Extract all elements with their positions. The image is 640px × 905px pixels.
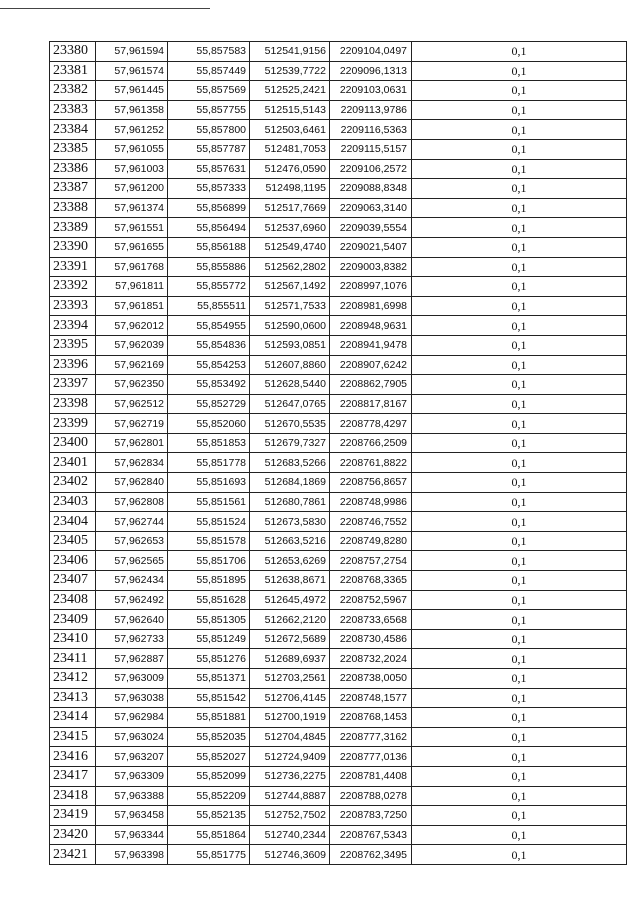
value-cell: 0,1: [412, 473, 627, 493]
table-row: [50, 139, 627, 159]
y-coordinate-cell: 2208781,4408: [330, 766, 412, 786]
x-coordinate-cell: 512740,2344: [250, 825, 330, 845]
x-coordinate-cell: 512571,7533: [250, 296, 330, 316]
table-row: [50, 806, 627, 826]
longitude-cell: 55,852060: [168, 414, 250, 434]
latitude-cell: 57,962512: [96, 394, 168, 414]
longitude-cell: 55,857449: [168, 61, 250, 81]
value-cell: 0,1: [412, 688, 627, 708]
point-number-cell: 23390: [50, 237, 96, 257]
point-number-cell: 23398: [50, 394, 96, 414]
point-number-cell: 23415: [50, 727, 96, 747]
latitude-cell: 57,962744: [96, 512, 168, 532]
longitude-cell: 55,851778: [168, 453, 250, 473]
x-coordinate-cell: 512752,7502: [250, 806, 330, 826]
x-coordinate-cell: 512683,5266: [250, 453, 330, 473]
longitude-cell: 55,852027: [168, 747, 250, 767]
x-coordinate-cell: 512703,2561: [250, 669, 330, 689]
table-row: [50, 335, 627, 355]
x-coordinate-cell: 512653,6269: [250, 551, 330, 571]
table-row: [50, 747, 627, 767]
table-row: [50, 433, 627, 453]
y-coordinate-cell: 2208767,5343: [330, 825, 412, 845]
table-row: [50, 237, 627, 257]
value-cell: 0,1: [412, 590, 627, 610]
point-number-cell: 23400: [50, 433, 96, 453]
table-row: [50, 492, 627, 512]
point-number-cell: 23413: [50, 688, 96, 708]
latitude-cell: 57,961003: [96, 159, 168, 179]
longitude-cell: 55,851775: [168, 845, 250, 865]
x-coordinate-cell: 512590,0600: [250, 316, 330, 336]
y-coordinate-cell: 2208761,8822: [330, 453, 412, 473]
value-cell: 0,1: [412, 218, 627, 238]
y-coordinate-cell: 2208777,3162: [330, 727, 412, 747]
table-row: [50, 120, 627, 140]
latitude-cell: 57,961445: [96, 81, 168, 101]
point-number-cell: 23393: [50, 296, 96, 316]
x-coordinate-cell: 512628,5440: [250, 375, 330, 395]
longitude-cell: 55,851249: [168, 629, 250, 649]
table-row: [50, 512, 627, 532]
y-coordinate-cell: 2208783,7250: [330, 806, 412, 826]
latitude-cell: 57,962169: [96, 355, 168, 375]
latitude-cell: 57,962733: [96, 629, 168, 649]
value-cell: 0,1: [412, 375, 627, 395]
latitude-cell: 57,961055: [96, 139, 168, 159]
point-number-cell: 23409: [50, 610, 96, 630]
point-number-cell: 23402: [50, 473, 96, 493]
table-row: [50, 198, 627, 218]
table-row: [50, 179, 627, 199]
x-coordinate-cell: 512593,0851: [250, 335, 330, 355]
longitude-cell: 55,852209: [168, 786, 250, 806]
longitude-cell: 55,857787: [168, 139, 250, 159]
table-row: [50, 727, 627, 747]
value-cell: 0,1: [412, 296, 627, 316]
latitude-cell: 57,961655: [96, 237, 168, 257]
longitude-cell: 55,851371: [168, 669, 250, 689]
value-cell: 0,1: [412, 629, 627, 649]
longitude-cell: 55,851561: [168, 492, 250, 512]
value-cell: 0,1: [412, 492, 627, 512]
y-coordinate-cell: 2209021,5407: [330, 237, 412, 257]
value-cell: 0,1: [412, 120, 627, 140]
latitude-cell: 57,962834: [96, 453, 168, 473]
value-cell: 0,1: [412, 531, 627, 551]
point-number-cell: 23384: [50, 120, 96, 140]
table-row: [50, 257, 627, 277]
latitude-cell: 57,962492: [96, 590, 168, 610]
value-cell: 0,1: [412, 845, 627, 865]
table-row: [50, 688, 627, 708]
y-coordinate-cell: 2208948,9631: [330, 316, 412, 336]
point-number-cell: 23387: [50, 179, 96, 199]
x-coordinate-cell: 512744,8887: [250, 786, 330, 806]
latitude-cell: 57,963309: [96, 766, 168, 786]
point-number-cell: 23421: [50, 845, 96, 865]
longitude-cell: 55,853492: [168, 375, 250, 395]
value-cell: 0,1: [412, 179, 627, 199]
point-number-cell: 23408: [50, 590, 96, 610]
point-number-cell: 23411: [50, 649, 96, 669]
latitude-cell: 57,961811: [96, 277, 168, 297]
table-row: [50, 453, 627, 473]
table-row: [50, 42, 627, 62]
point-number-cell: 23406: [50, 551, 96, 571]
x-coordinate-cell: 512517,7669: [250, 198, 330, 218]
point-number-cell: 23410: [50, 629, 96, 649]
table-row: [50, 473, 627, 493]
latitude-cell: 57,962640: [96, 610, 168, 630]
y-coordinate-cell: 2208746,7552: [330, 512, 412, 532]
latitude-cell: 57,963038: [96, 688, 168, 708]
value-cell: 0,1: [412, 512, 627, 532]
x-coordinate-cell: 512503,6461: [250, 120, 330, 140]
longitude-cell: 55,856494: [168, 218, 250, 238]
longitude-cell: 55,855772: [168, 277, 250, 297]
point-number-cell: 23417: [50, 766, 96, 786]
x-coordinate-cell: 512662,2120: [250, 610, 330, 630]
value-cell: 0,1: [412, 571, 627, 591]
y-coordinate-cell: 2208748,9986: [330, 492, 412, 512]
x-coordinate-cell: 512607,8860: [250, 355, 330, 375]
table-row: [50, 296, 627, 316]
x-coordinate-cell: 512515,5143: [250, 100, 330, 120]
latitude-cell: 57,961358: [96, 100, 168, 120]
table-row: [50, 81, 627, 101]
y-coordinate-cell: 2208907,6242: [330, 355, 412, 375]
point-number-cell: 23380: [50, 42, 96, 62]
longitude-cell: 55,856899: [168, 198, 250, 218]
latitude-cell: 57,963458: [96, 806, 168, 826]
x-coordinate-cell: 512689,6937: [250, 649, 330, 669]
longitude-cell: 55,854253: [168, 355, 250, 375]
y-coordinate-cell: 2208762,3495: [330, 845, 412, 865]
x-coordinate-cell: 512567,1492: [250, 277, 330, 297]
latitude-cell: 57,962719: [96, 414, 168, 434]
y-coordinate-cell: 2208757,2754: [330, 551, 412, 571]
longitude-cell: 55,851693: [168, 473, 250, 493]
value-cell: 0,1: [412, 198, 627, 218]
value-cell: 0,1: [412, 355, 627, 375]
table-row: [50, 61, 627, 81]
point-number-cell: 23397: [50, 375, 96, 395]
longitude-cell: 55,851305: [168, 610, 250, 630]
y-coordinate-cell: 2209063,3140: [330, 198, 412, 218]
table-row: [50, 277, 627, 297]
table-row: [50, 629, 627, 649]
x-coordinate-cell: 512680,7861: [250, 492, 330, 512]
x-coordinate-cell: 512670,5535: [250, 414, 330, 434]
value-cell: 0,1: [412, 551, 627, 571]
point-number-cell: 23395: [50, 335, 96, 355]
latitude-cell: 57,962012: [96, 316, 168, 336]
longitude-cell: 55,857755: [168, 100, 250, 120]
table-row: [50, 571, 627, 591]
x-coordinate-cell: 512679,7327: [250, 433, 330, 453]
x-coordinate-cell: 512638,8671: [250, 571, 330, 591]
latitude-cell: 57,963009: [96, 669, 168, 689]
y-coordinate-cell: 2208738,0050: [330, 669, 412, 689]
x-coordinate-cell: 512704,4845: [250, 727, 330, 747]
coordinates-table-body: [50, 42, 627, 865]
latitude-cell: 57,961594: [96, 42, 168, 62]
y-coordinate-cell: 2208777,0136: [330, 747, 412, 767]
value-cell: 0,1: [412, 42, 627, 62]
table-row: [50, 316, 627, 336]
latitude-cell: 57,962984: [96, 708, 168, 728]
latitude-cell: 57,962039: [96, 335, 168, 355]
table-row: [50, 100, 627, 120]
y-coordinate-cell: 2209104,0497: [330, 42, 412, 62]
x-coordinate-cell: 512537,6960: [250, 218, 330, 238]
latitude-cell: 57,963207: [96, 747, 168, 767]
y-coordinate-cell: 2208732,2024: [330, 649, 412, 669]
latitude-cell: 57,962653: [96, 531, 168, 551]
latitude-cell: 57,963024: [96, 727, 168, 747]
y-coordinate-cell: 2208778,4297: [330, 414, 412, 434]
value-cell: 0,1: [412, 394, 627, 414]
latitude-cell: 57,963388: [96, 786, 168, 806]
longitude-cell: 55,855511: [168, 296, 250, 316]
table-row: [50, 649, 627, 669]
x-coordinate-cell: 512672,5689: [250, 629, 330, 649]
longitude-cell: 55,851895: [168, 571, 250, 591]
longitude-cell: 55,852035: [168, 727, 250, 747]
longitude-cell: 55,857800: [168, 120, 250, 140]
table-row: [50, 375, 627, 395]
value-cell: 0,1: [412, 708, 627, 728]
point-number-cell: 23386: [50, 159, 96, 179]
value-cell: 0,1: [412, 159, 627, 179]
y-coordinate-cell: 2208997,1076: [330, 277, 412, 297]
y-coordinate-cell: 2208768,3365: [330, 571, 412, 591]
point-number-cell: 23407: [50, 571, 96, 591]
y-coordinate-cell: 2208941,9478: [330, 335, 412, 355]
value-cell: 0,1: [412, 766, 627, 786]
point-number-cell: 23388: [50, 198, 96, 218]
x-coordinate-cell: 512746,3609: [250, 845, 330, 865]
value-cell: 0,1: [412, 414, 627, 434]
longitude-cell: 55,857631: [168, 159, 250, 179]
value-cell: 0,1: [412, 277, 627, 297]
latitude-cell: 57,962808: [96, 492, 168, 512]
longitude-cell: 55,851524: [168, 512, 250, 532]
x-coordinate-cell: 512684,1869: [250, 473, 330, 493]
longitude-cell: 55,851706: [168, 551, 250, 571]
latitude-cell: 57,962887: [96, 649, 168, 669]
longitude-cell: 55,855886: [168, 257, 250, 277]
point-number-cell: 23392: [50, 277, 96, 297]
point-number-cell: 23399: [50, 414, 96, 434]
x-coordinate-cell: 512736,2275: [250, 766, 330, 786]
value-cell: 0,1: [412, 139, 627, 159]
value-cell: 0,1: [412, 747, 627, 767]
top-divider-line: [0, 8, 210, 9]
y-coordinate-cell: 2208749,8280: [330, 531, 412, 551]
x-coordinate-cell: 512673,5830: [250, 512, 330, 532]
latitude-cell: 57,962434: [96, 571, 168, 591]
table-row: [50, 845, 627, 865]
longitude-cell: 55,857333: [168, 179, 250, 199]
latitude-cell: 57,963344: [96, 825, 168, 845]
value-cell: 0,1: [412, 237, 627, 257]
table-row: [50, 590, 627, 610]
point-number-cell: 23403: [50, 492, 96, 512]
y-coordinate-cell: 2208768,1453: [330, 708, 412, 728]
longitude-cell: 55,852135: [168, 806, 250, 826]
x-coordinate-cell: 512700,1919: [250, 708, 330, 728]
y-coordinate-cell: 2208748,1577: [330, 688, 412, 708]
latitude-cell: 57,962350: [96, 375, 168, 395]
point-number-cell: 23381: [50, 61, 96, 81]
value-cell: 0,1: [412, 453, 627, 473]
point-number-cell: 23419: [50, 806, 96, 826]
x-coordinate-cell: 512541,9156: [250, 42, 330, 62]
longitude-cell: 55,852729: [168, 394, 250, 414]
point-number-cell: 23414: [50, 708, 96, 728]
x-coordinate-cell: 512706,4145: [250, 688, 330, 708]
x-coordinate-cell: 512724,9409: [250, 747, 330, 767]
x-coordinate-cell: 512539,7722: [250, 61, 330, 81]
value-cell: 0,1: [412, 61, 627, 81]
latitude-cell: 57,961574: [96, 61, 168, 81]
value-cell: 0,1: [412, 100, 627, 120]
longitude-cell: 55,857583: [168, 42, 250, 62]
x-coordinate-cell: 512663,5216: [250, 531, 330, 551]
point-number-cell: 23391: [50, 257, 96, 277]
latitude-cell: 57,961200: [96, 179, 168, 199]
latitude-cell: 57,961374: [96, 198, 168, 218]
y-coordinate-cell: 2208817,8167: [330, 394, 412, 414]
value-cell: 0,1: [412, 649, 627, 669]
latitude-cell: 57,961551: [96, 218, 168, 238]
y-coordinate-cell: 2208756,8657: [330, 473, 412, 493]
y-coordinate-cell: 2208752,5967: [330, 590, 412, 610]
point-number-cell: 23385: [50, 139, 96, 159]
value-cell: 0,1: [412, 81, 627, 101]
coordinates-table: [49, 41, 627, 865]
point-number-cell: 23396: [50, 355, 96, 375]
table-row: [50, 218, 627, 238]
table-row: [50, 414, 627, 434]
value-cell: 0,1: [412, 825, 627, 845]
latitude-cell: 57,961851: [96, 296, 168, 316]
latitude-cell: 57,962801: [96, 433, 168, 453]
x-coordinate-cell: 512647,0765: [250, 394, 330, 414]
point-number-cell: 23420: [50, 825, 96, 845]
y-coordinate-cell: 2209103,0631: [330, 81, 412, 101]
table-row: [50, 551, 627, 571]
table-row: [50, 786, 627, 806]
longitude-cell: 55,851542: [168, 688, 250, 708]
point-number-cell: 23416: [50, 747, 96, 767]
longitude-cell: 55,857569: [168, 81, 250, 101]
point-number-cell: 23394: [50, 316, 96, 336]
longitude-cell: 55,851276: [168, 649, 250, 669]
point-number-cell: 23412: [50, 669, 96, 689]
value-cell: 0,1: [412, 433, 627, 453]
x-coordinate-cell: 512525,2421: [250, 81, 330, 101]
table-row: [50, 394, 627, 414]
x-coordinate-cell: 512481,7053: [250, 139, 330, 159]
longitude-cell: 55,856188: [168, 237, 250, 257]
y-coordinate-cell: 2209116,5363: [330, 120, 412, 140]
table-row: [50, 766, 627, 786]
table-row: [50, 708, 627, 728]
y-coordinate-cell: 2208766,2509: [330, 433, 412, 453]
latitude-cell: 57,961768: [96, 257, 168, 277]
value-cell: 0,1: [412, 610, 627, 630]
longitude-cell: 55,851628: [168, 590, 250, 610]
table-row: [50, 159, 627, 179]
latitude-cell: 57,962565: [96, 551, 168, 571]
value-cell: 0,1: [412, 257, 627, 277]
y-coordinate-cell: 2208733,6568: [330, 610, 412, 630]
table-row: [50, 531, 627, 551]
point-number-cell: 23401: [50, 453, 96, 473]
x-coordinate-cell: 512498,1195: [250, 179, 330, 199]
point-number-cell: 23418: [50, 786, 96, 806]
point-number-cell: 23404: [50, 512, 96, 532]
x-coordinate-cell: 512549,4740: [250, 237, 330, 257]
table-row: [50, 669, 627, 689]
y-coordinate-cell: 2209115,5157: [330, 139, 412, 159]
table-row: [50, 610, 627, 630]
latitude-cell: 57,963398: [96, 845, 168, 865]
longitude-cell: 55,851864: [168, 825, 250, 845]
longitude-cell: 55,851578: [168, 531, 250, 551]
longitude-cell: 55,854955: [168, 316, 250, 336]
y-coordinate-cell: 2209039,5554: [330, 218, 412, 238]
x-coordinate-cell: 512476,0590: [250, 159, 330, 179]
longitude-cell: 55,854836: [168, 335, 250, 355]
latitude-cell: 57,961252: [96, 120, 168, 140]
longitude-cell: 55,851881: [168, 708, 250, 728]
value-cell: 0,1: [412, 669, 627, 689]
value-cell: 0,1: [412, 335, 627, 355]
y-coordinate-cell: 2208981,6998: [330, 296, 412, 316]
point-number-cell: 23389: [50, 218, 96, 238]
y-coordinate-cell: 2209096,1313: [330, 61, 412, 81]
y-coordinate-cell: 2208862,7905: [330, 375, 412, 395]
y-coordinate-cell: 2208730,4586: [330, 629, 412, 649]
longitude-cell: 55,852099: [168, 766, 250, 786]
point-number-cell: 23382: [50, 81, 96, 101]
value-cell: 0,1: [412, 786, 627, 806]
value-cell: 0,1: [412, 727, 627, 747]
y-coordinate-cell: 2209106,2572: [330, 159, 412, 179]
value-cell: 0,1: [412, 806, 627, 826]
y-coordinate-cell: 2209003,8382: [330, 257, 412, 277]
value-cell: 0,1: [412, 316, 627, 336]
y-coordinate-cell: 2208788,0278: [330, 786, 412, 806]
x-coordinate-cell: 512562,2802: [250, 257, 330, 277]
x-coordinate-cell: 512645,4972: [250, 590, 330, 610]
longitude-cell: 55,851853: [168, 433, 250, 453]
latitude-cell: 57,962840: [96, 473, 168, 493]
point-number-cell: 23405: [50, 531, 96, 551]
y-coordinate-cell: 2209113,9786: [330, 100, 412, 120]
point-number-cell: 23383: [50, 100, 96, 120]
y-coordinate-cell: 2209088,8348: [330, 179, 412, 199]
table-row: [50, 825, 627, 845]
table-row: [50, 355, 627, 375]
